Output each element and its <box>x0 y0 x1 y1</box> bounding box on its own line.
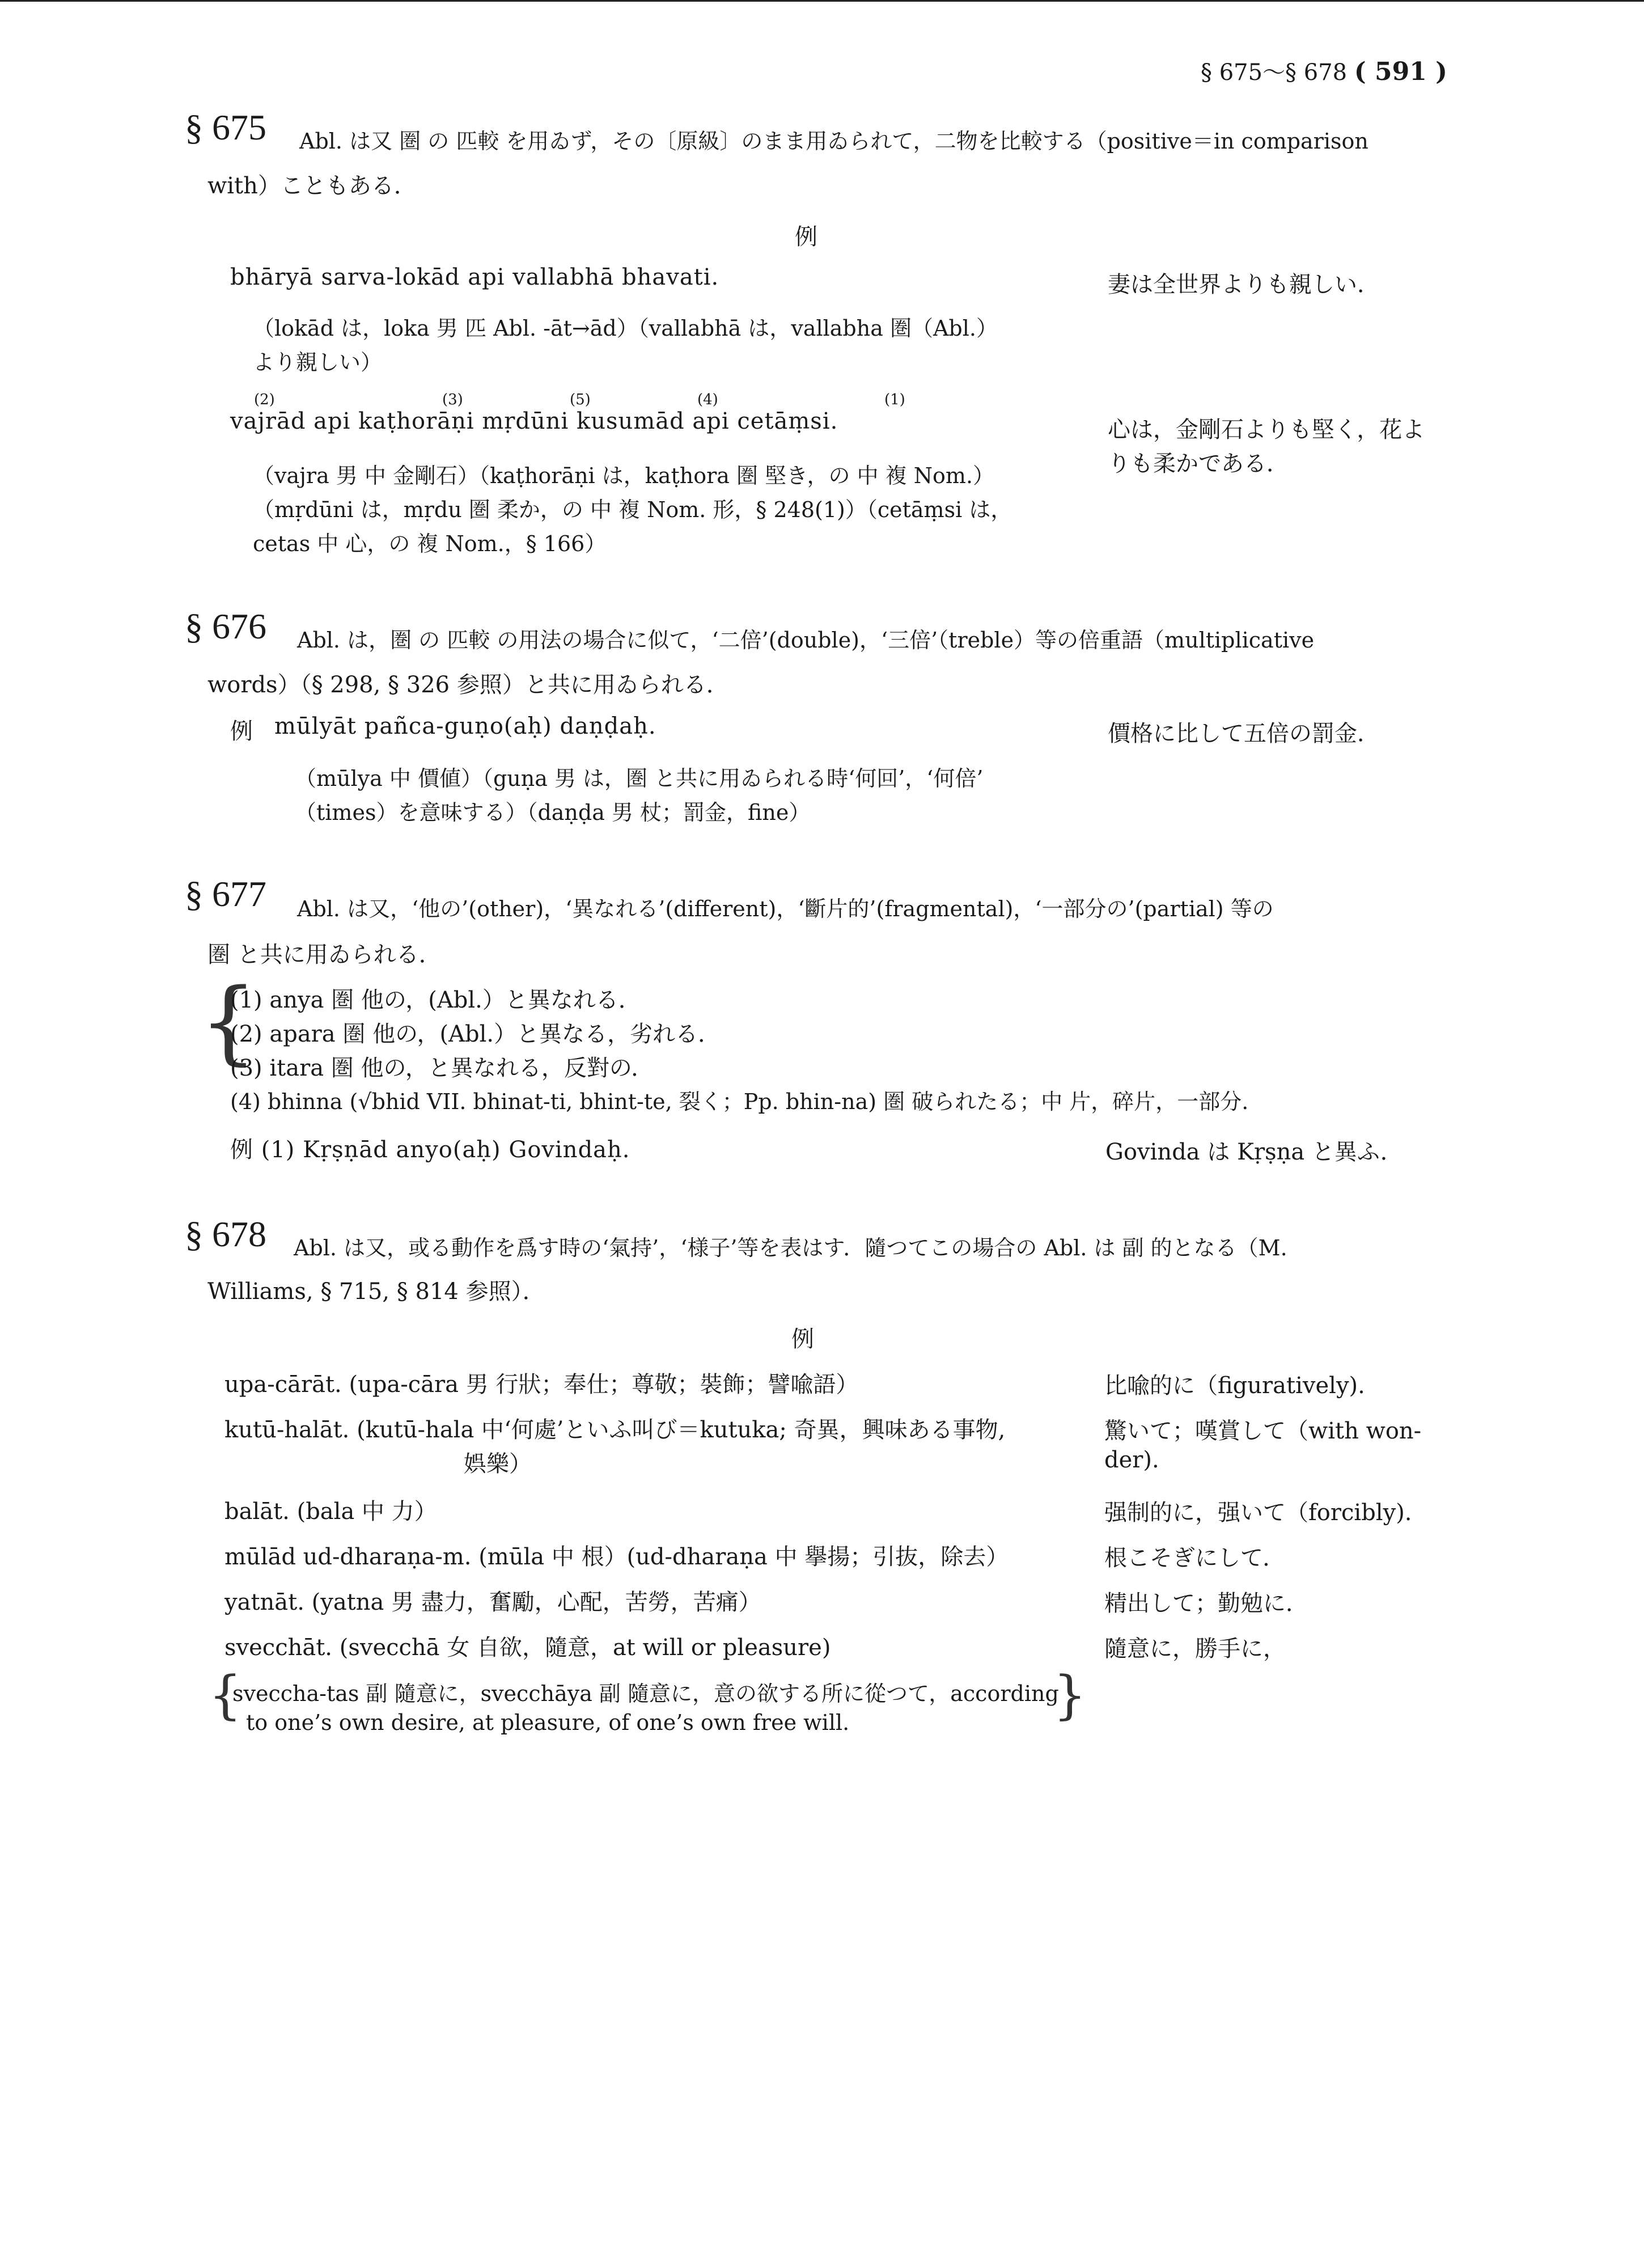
s677-left-brace: { <box>200 968 257 1074</box>
s675-ex2-translation-line1: 心は，金剛石よりも堅く，花よ <box>1108 417 1425 443</box>
s678-row-6-left: svecchāt. (svecchā 女 自欲，隨意，at will or pleasure) <box>224 1635 831 1661</box>
s678-row-5-left: yatnāt. (yatna 男 盡力，奮勵，心配，苦勞，苦痛） <box>224 1589 761 1615</box>
s676-example-label: 例 <box>230 718 253 744</box>
s677-item-1: (1) anya 圏 他の，(Abl.）と異なれる． <box>230 987 641 1013</box>
s678-brace-line1: svecchа-tas 副 隨意に，svecchāya 副 隨意に，意の欲する所に從つて，according <box>232 1681 1059 1706</box>
running-head-sections: § 675〜§ 678 <box>1201 60 1348 86</box>
s678-row-4-right: 根こそぎにして． <box>1104 1545 1286 1571</box>
s675-ex1-note-line1: （lokād は，loka 男 匹 Abl. -āt→ād）（vallabhā は，vallabha 圏（Abl.） <box>253 316 998 341</box>
s675-ex2-marker-1: (1) <box>884 391 905 408</box>
s678-row-2-left-cont: 娯樂） <box>464 1451 532 1477</box>
s678-brace-line2: to one’s own desire, at pleasure, of one’s own free will. <box>246 1710 850 1735</box>
section-675-text-line2: with）こともある． <box>207 173 417 199</box>
s675-ex2-marker-2: (2) <box>254 391 275 408</box>
s675-ex2-marker-3: (3) <box>442 391 463 408</box>
section-676-mark: § 676 <box>185 606 266 646</box>
s678-row-1-right: 比喩的に（figuratively). <box>1104 1373 1365 1399</box>
s675-ex2-note-line2: （mṛdūni は，mṛdu 圏 柔か，の 中 複 Nom. 形，§ 248(1)）（cetāṃsi は， <box>253 497 1012 522</box>
running-head <box>1201 54 1447 87</box>
s678-row-3-right: 强制的に，强いて（forcibly). <box>1104 1500 1412 1526</box>
top-rule <box>0 0 1644 2</box>
section-675-mark: § 675 <box>185 107 266 147</box>
s675-ex2-note-line1: （vajra 男 中 金剛石）（kaṭhorāṇi は，kaṭhora 圏 堅き，の 中 複 Nom.） <box>253 463 995 488</box>
section-678-text-line1: Abl. は又，或る動作を爲す時の‘氣持’，‘様子’等を表はす．隨つてこの場合の Abl. は 副 的となる（M. <box>294 1235 1287 1260</box>
s678-row-6-right: 隨意に，勝手に， <box>1104 1636 1286 1662</box>
s675-ex2-sanskrit: vajrād api kaṭhorāṇi mṛdūni kusumād api cetāṃsi. <box>230 408 838 434</box>
section-677-text-line1: Abl. は又，‘他の’(other)，‘異なれる’(different)，‘斷片的’(fragmental)，‘一部分の’(partial) 等の <box>297 896 1274 921</box>
section-678-example-heading: 例 <box>791 1326 814 1352</box>
s675-ex2-note-line3: cetas 中 心，の 複 Nom.，§ 166） <box>253 531 607 556</box>
s675-ex2-marker-5: (5) <box>570 391 591 408</box>
s678-row-3-left: balāt. (bala 中 力） <box>224 1499 437 1525</box>
section-678-text-line2: Williams, § 715, § 814 参照）． <box>207 1279 545 1305</box>
s677-item-4: (4) bhinna (√bhid VII. bhinat-ti, bhint-te, 裂く；Pp. bhin-na) 圏 破られたる；中 片，碎片，一部分. <box>230 1089 1249 1114</box>
page-number: ( 591 ) <box>1354 57 1447 86</box>
s677-translation: Govinda は Kṛṣṇa と異ふ． <box>1105 1139 1403 1165</box>
s678-row-2-left: kutū-halāt. (kutū-hala 中‘何處’といふ叫び＝kutuka; 奇異，興味ある事物, <box>224 1417 1006 1443</box>
section-675-example-heading: 例 <box>795 224 817 250</box>
s677-item-3: (3) itara 圏 他の，と異なれる，反對の． <box>230 1055 654 1081</box>
s675-ex1-sanskrit: bhāryā sarva-lokād api vallabhā bhavati. <box>230 264 719 290</box>
s676-note-line1: （mūlya 中 價値）（guṇa 男 は，圏 と共に用ゐられる時‘何回’，‘何倍’ <box>295 766 984 791</box>
s675-ex2-translation-line2: りも柔かである． <box>1108 451 1289 477</box>
s678-row-5-right: 精出して；勤勉に． <box>1104 1590 1308 1617</box>
s677-example: 例 (1) Kṛṣṇād anyo(aḥ) Govindaḥ. <box>230 1137 630 1163</box>
section-676-text-line2: words）（§ 298, § 326 参照）と共に用ゐられる． <box>207 672 729 698</box>
section-677-mark: § 677 <box>185 874 266 914</box>
s678-row-2-right: 驚いて；嘆賞して（with won- <box>1104 1418 1422 1444</box>
section-677-text-line2: 圏 と共に用ゐられる． <box>207 942 442 968</box>
s678-left-brace: { <box>209 1665 242 1725</box>
section-676-text-line1: Abl. は，圏 の 匹較 の用法の場合に似て，‘二倍’(double)，‘三倍’（treble）等の倍重語（multiplicative <box>297 628 1315 653</box>
s675-ex1-translation: 妻は全世界よりも親しい． <box>1108 272 1380 298</box>
s675-ex1-note-line2: より親しい） <box>253 350 383 375</box>
s678-row-1-left: upa-cārāt. (upa-cāra 男 行狀；奉仕；尊敬；裝飾；譬喩語） <box>224 1372 859 1398</box>
section-675-text-line1: Abl. は又 圏 の 匹較 を用ゐず，その〔原級〕のまま用ゐられて，二物を比較する（positive＝in comparison <box>299 129 1368 154</box>
s678-row-2-right-cont: der). <box>1104 1447 1159 1473</box>
s678-right-brace: } <box>1053 1665 1087 1725</box>
section-678-mark: § 678 <box>185 1214 266 1254</box>
s675-ex2-marker-4: (4) <box>697 391 718 408</box>
s676-translation: 價格に比して五倍の罰金． <box>1108 721 1380 747</box>
s676-note-line2: （times）を意味する）（daṇḍa 男 杖；罰金，fine） <box>295 800 811 825</box>
s677-item-2: (2) apara 圏 他の，(Abl.）と異なる，劣れる． <box>230 1021 721 1047</box>
s678-row-4-left: mūlād ud-dharaṇa-m. (mūla 中 根）(ud-dharaṇa 中 擧揚；引抜，除去） <box>224 1544 1009 1570</box>
s676-sanskrit: mūlyāt pañca-guṇo(aḥ) daṇḍaḥ. <box>274 713 656 739</box>
